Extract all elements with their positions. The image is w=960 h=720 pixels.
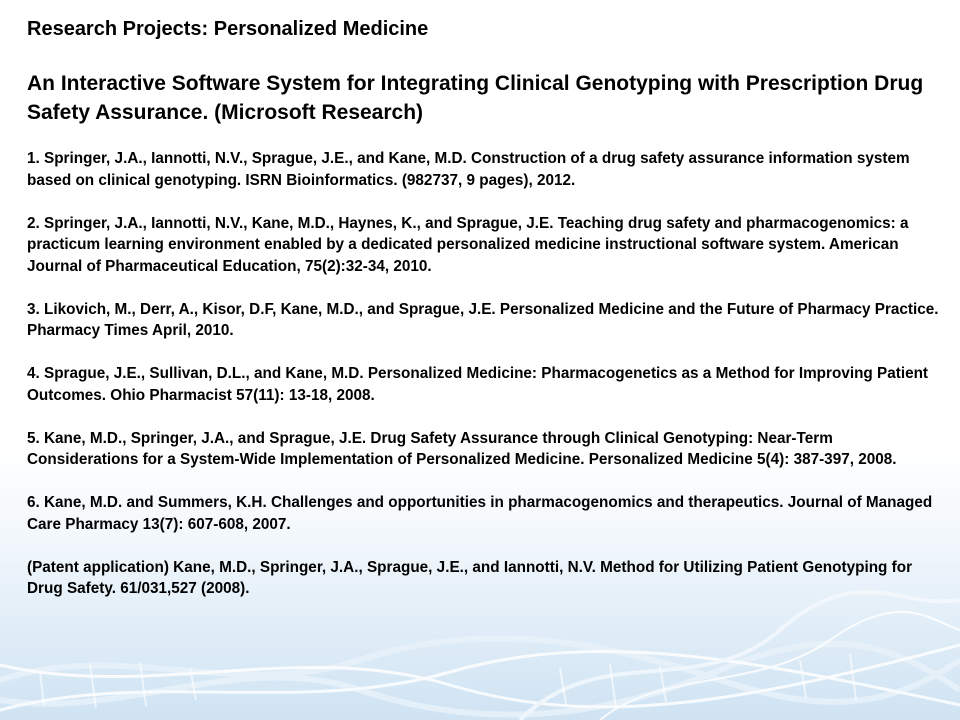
reference-item: 6. Kane, M.D. and Summers, K.H. Challenges and opportunities in pharmacogenomics and therapeutics. Journal of Managed Care Pharmacy 13(7): 607-608, 2007. bbox=[27, 494, 933, 533]
reference-item: 1. Springer, J.A., Iannotti, N.V., Sprague, J.E., and Kane, M.D. Construction of a drug safety assurance information system based on clinical genotyping. ISRN Bioinformatics. (982737, 9 pages), 2012. bbox=[27, 150, 910, 189]
patent-reference-item: (Patent application) Kane, M.D., Springer, J.A., Sprague, J.E., and Iannotti, N.V. Method for Utilizing Patient Genotyping for Drug Safety. 61/031,527 (2008). bbox=[27, 558, 913, 597]
reference-item: 3. Likovich, M., Derr, A., Kisor, D.F, Kane, M.D., and Sprague, J.E. Personalized Medicine and the Future of Pharmacy Practice. Pharmacy Times April, 2010. bbox=[27, 300, 939, 339]
reference-item: 2. Springer, J.A., Iannotti, N.V., Kane, M.D., Haynes, K., and Sprague, J.E. Teaching drug safety and pharmacogenomics: a practicum learning environment enabled by a dedicated personalized medicine instructional software system. American Journal of Pharmaceutical Education, 75(2):32-34, 2010. bbox=[27, 214, 909, 275]
reference-item: 5. Kane, M.D., Springer, J.A., and Sprague, J.E. Drug Safety Assurance through Clinical Genotyping: Near-Term Considerations for a System-Wide Implementation of Personalized Medicine. Personalized Medicine 5(4): 387-397, 2008. bbox=[27, 429, 897, 468]
reference-list bbox=[27, 148, 942, 600]
dna-helix-icon bbox=[0, 592, 960, 720]
slide-content bbox=[27, 16, 942, 600]
project-subtitle: An Interactive Software System for Integrating Clinical Genotyping with Prescription Drug Safety Assurance. (Microsoft Research) bbox=[27, 72, 924, 124]
slide-title: Research Projects: Personalized Medicine bbox=[27, 18, 429, 40]
reference-item: 4. Sprague, J.E., Sullivan, D.L., and Kane, M.D. Personalized Medicine: Pharmacogenetics as a Method for Improving Patient Outcomes. Ohio Pharmacist 57(11): 13-18, 2008. bbox=[27, 365, 929, 404]
